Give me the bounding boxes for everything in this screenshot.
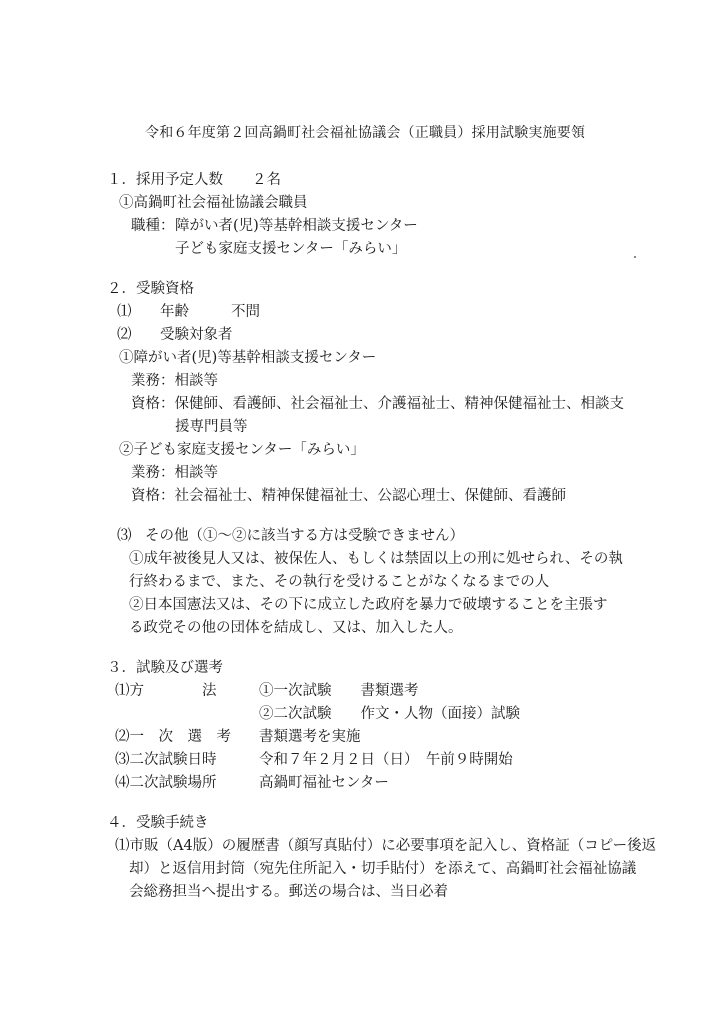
center-2-work: 業務：相談等 bbox=[131, 465, 218, 481]
first-selection-label: ⑵一 次 選 考 bbox=[115, 729, 231, 745]
section-2-heading: ２．受験資格 bbox=[107, 281, 194, 297]
method-2: ②二次試験 作文・人物（面接）試験 bbox=[259, 706, 520, 722]
first-selection-value: 書類選考を実施 bbox=[259, 729, 361, 745]
method-1: ①一次試験 書類選考 bbox=[259, 683, 419, 699]
exclusion-2-cont: る政党その他の団体を結成し、又は、加入した人。 bbox=[129, 620, 463, 636]
exclusion-2: ②日本国憲法又は、その下に成立した政府を暴力で破壊することを主張す bbox=[129, 597, 608, 613]
procedure-line-1: ⑴市販（A4版）の履歴書（顔写真貼付）に必要事項を記入し、資格証（コピー後返 bbox=[115, 838, 657, 854]
center-2-qualifications: 資格：社会福祉士、精神保健福祉士、公認心理士、保健師、看護師 bbox=[131, 488, 566, 504]
target-label: 受験対象者 bbox=[160, 327, 233, 343]
section-4-heading: ４．受験手続き bbox=[107, 815, 209, 831]
exam-place-label: ⑷二次試験場所 bbox=[115, 775, 217, 791]
exclusion-1-cont: 行終わるまで、また、その執行を受けることがなくなるまでの人 bbox=[129, 574, 550, 590]
center-2-title: ②子ども家庭支援センター「みらい」 bbox=[119, 442, 365, 458]
procedure-line-3: 会総務担当へ提出する。郵送の場合は、当日必着 bbox=[129, 884, 448, 900]
section-1-job-1: 障がい者(児)等基幹相談支援センター bbox=[175, 218, 418, 234]
center-1-qualifications: 資格：保健師、看護師、社会福祉士、介護福祉士、精神保健福祉士、相談支 bbox=[131, 396, 624, 412]
procedure-line-2: 却）と返信用封筒（宛先住所記入・切手貼付）を添えて、高鍋町社会福祉協議 bbox=[129, 861, 637, 877]
center-1-title: ①障がい者(児)等基幹相談支援センター bbox=[119, 350, 377, 366]
exclusion-1: ①成年被後見人又は、被保佐人、もしくは禁固以上の刑に処せられ、その執 bbox=[129, 551, 623, 567]
section-1-job-label: 職種： bbox=[131, 218, 175, 234]
method-label: ⑴方 法 bbox=[115, 683, 217, 699]
age-number: ⑴ bbox=[117, 304, 132, 320]
age-label: 年齢 bbox=[160, 304, 189, 320]
age-value: 不問 bbox=[231, 304, 260, 320]
other-number: ⑶ bbox=[117, 528, 132, 544]
exam-date-value: 令和７年２月２日（日） 午前９時開始 bbox=[259, 752, 513, 768]
document-title: 令和６年度第２回高鍋町社会福祉協議会（正職員）採用試験実施要領 bbox=[145, 125, 586, 141]
section-3-heading: ３．試験及び選考 bbox=[107, 660, 223, 676]
center-1-work: 業務：相談等 bbox=[131, 373, 218, 389]
section-1-heading: １．採用予定人数 ２名 bbox=[107, 172, 281, 188]
section-1-job-2: 子ども家庭支援センター「みらい」 bbox=[175, 241, 407, 257]
exam-place-value: 高鍋町福祉センター bbox=[259, 775, 389, 791]
target-number: ⑵ bbox=[117, 327, 132, 343]
center-1-qualifications-cont: 援専門員等 bbox=[175, 419, 248, 435]
other-heading: その他（①～②に該当する方は受験できません） bbox=[145, 528, 464, 544]
section-1-organization: ①高鍋町社会福祉協議会職員 bbox=[119, 195, 308, 211]
exam-date-label: ⑶二次試験日時 bbox=[115, 752, 217, 768]
scan-speck bbox=[634, 256, 636, 258]
